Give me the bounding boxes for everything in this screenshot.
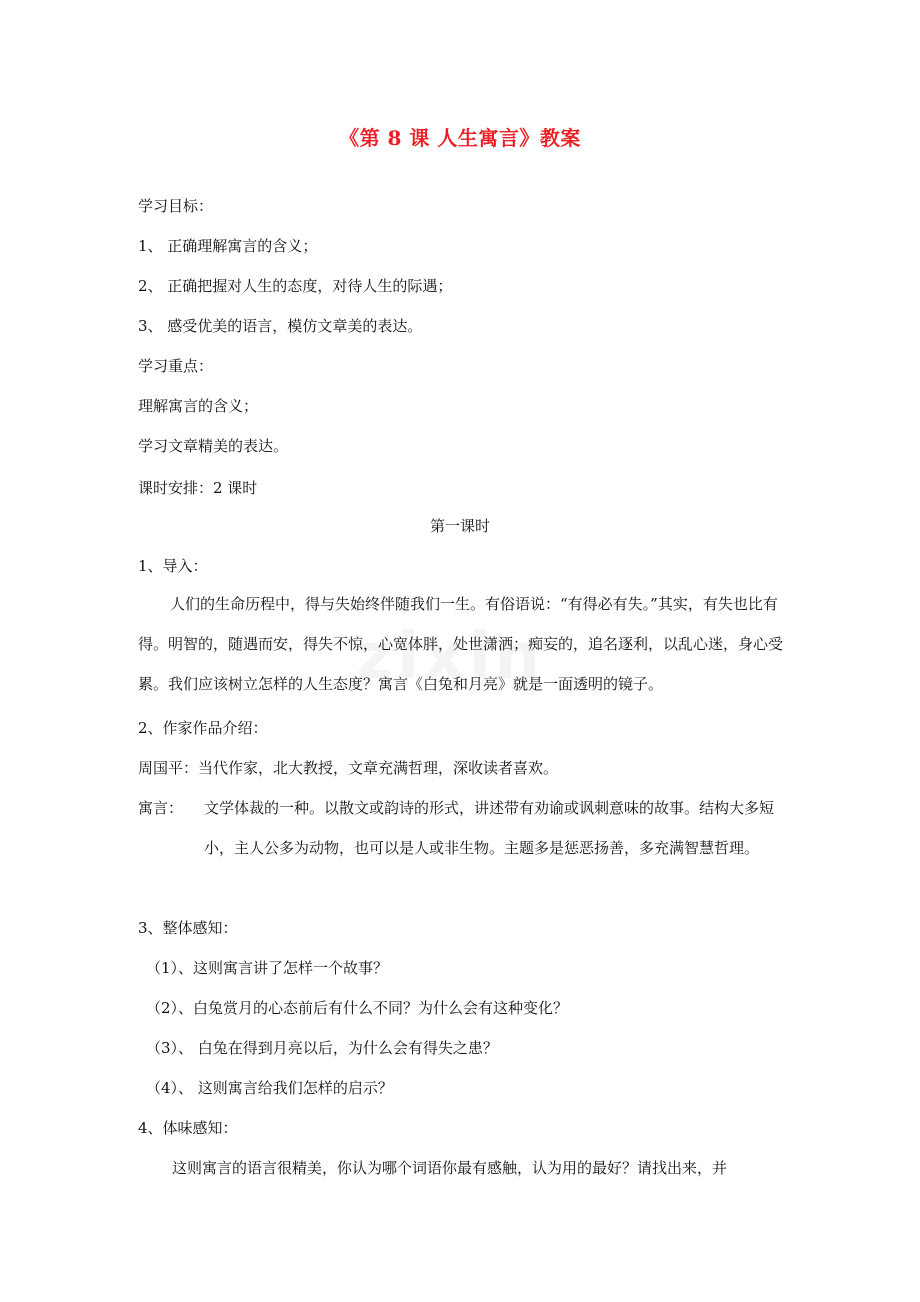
section-heading-intro: 1、导入： <box>138 557 208 575</box>
appreciate-paragraph: 这则寓言的语言很精美，你认为哪个词语你最有感触，认为用的最好？请找出来，并 <box>172 1159 728 1177</box>
intro-paragraph: 人们的生命历程中，得与失始终伴随我们一生。有俗语说：“有得必有失。”其实，有失也比有得。明智的，随遇而安，得失不惊，心宽体胖，处世潇洒；痴妄的，追名逐利，以乱心迷，身心受累。我们应该树立怎样的人生态度？寓言《白兔和月亮》就是一面透明的镜子。 <box>138 595 784 693</box>
author-line: 周国平：当代作家，北大教授，文章充满哲理，深收读者喜欢。 <box>138 759 559 777</box>
focus-item: 学习文章精美的表达。 <box>138 437 289 455</box>
schedule-line: 课时安排：2 课时 <box>138 479 258 497</box>
document-title: 《第 8 课 人生寓言》教案 <box>339 126 581 150</box>
section-heading-overall: 3、整体感知： <box>138 919 238 937</box>
focus-heading: 学习重点： <box>138 357 214 375</box>
objective-item: 2、 正确把握对人生的态度，对待人生的际遇； <box>138 277 453 295</box>
fable-label: 寓言： <box>138 799 184 817</box>
objectives-heading: 学习目标： <box>138 197 214 215</box>
focus-item: 理解寓言的含义； <box>138 397 259 415</box>
question-item: （2）、白兔赏月的心态前后有什么不同？为什么会有这种变化？ <box>146 999 569 1017</box>
lesson-title: 第一课时 <box>429 517 490 535</box>
question-item: （3）、 白兔在得到月亮以后，为什么会有得失之患？ <box>146 1039 498 1057</box>
fable-definition: 文学体裁的一种。以散文或韵诗的形式，讲述带有劝谕或讽刺意味的故事。结构大多短小，主人公多为动物，也可以是人或非生物。主题多是惩恶扬善，多充满智慧哲理。 <box>204 799 775 857</box>
objective-item: 1、 正确理解寓言的含义； <box>138 237 318 255</box>
question-item: （1）、这则寓言讲了怎样一个故事？ <box>146 959 389 977</box>
objective-item: 3、 感受优美的语言，模仿文章美的表达。 <box>138 317 423 335</box>
question-item: （4）、 这则寓言给我们怎样的启示？ <box>146 1079 393 1097</box>
section-heading-author: 2、作家作品介绍： <box>138 719 268 737</box>
section-heading-appreciate: 4、体味感知： <box>138 1119 238 1137</box>
